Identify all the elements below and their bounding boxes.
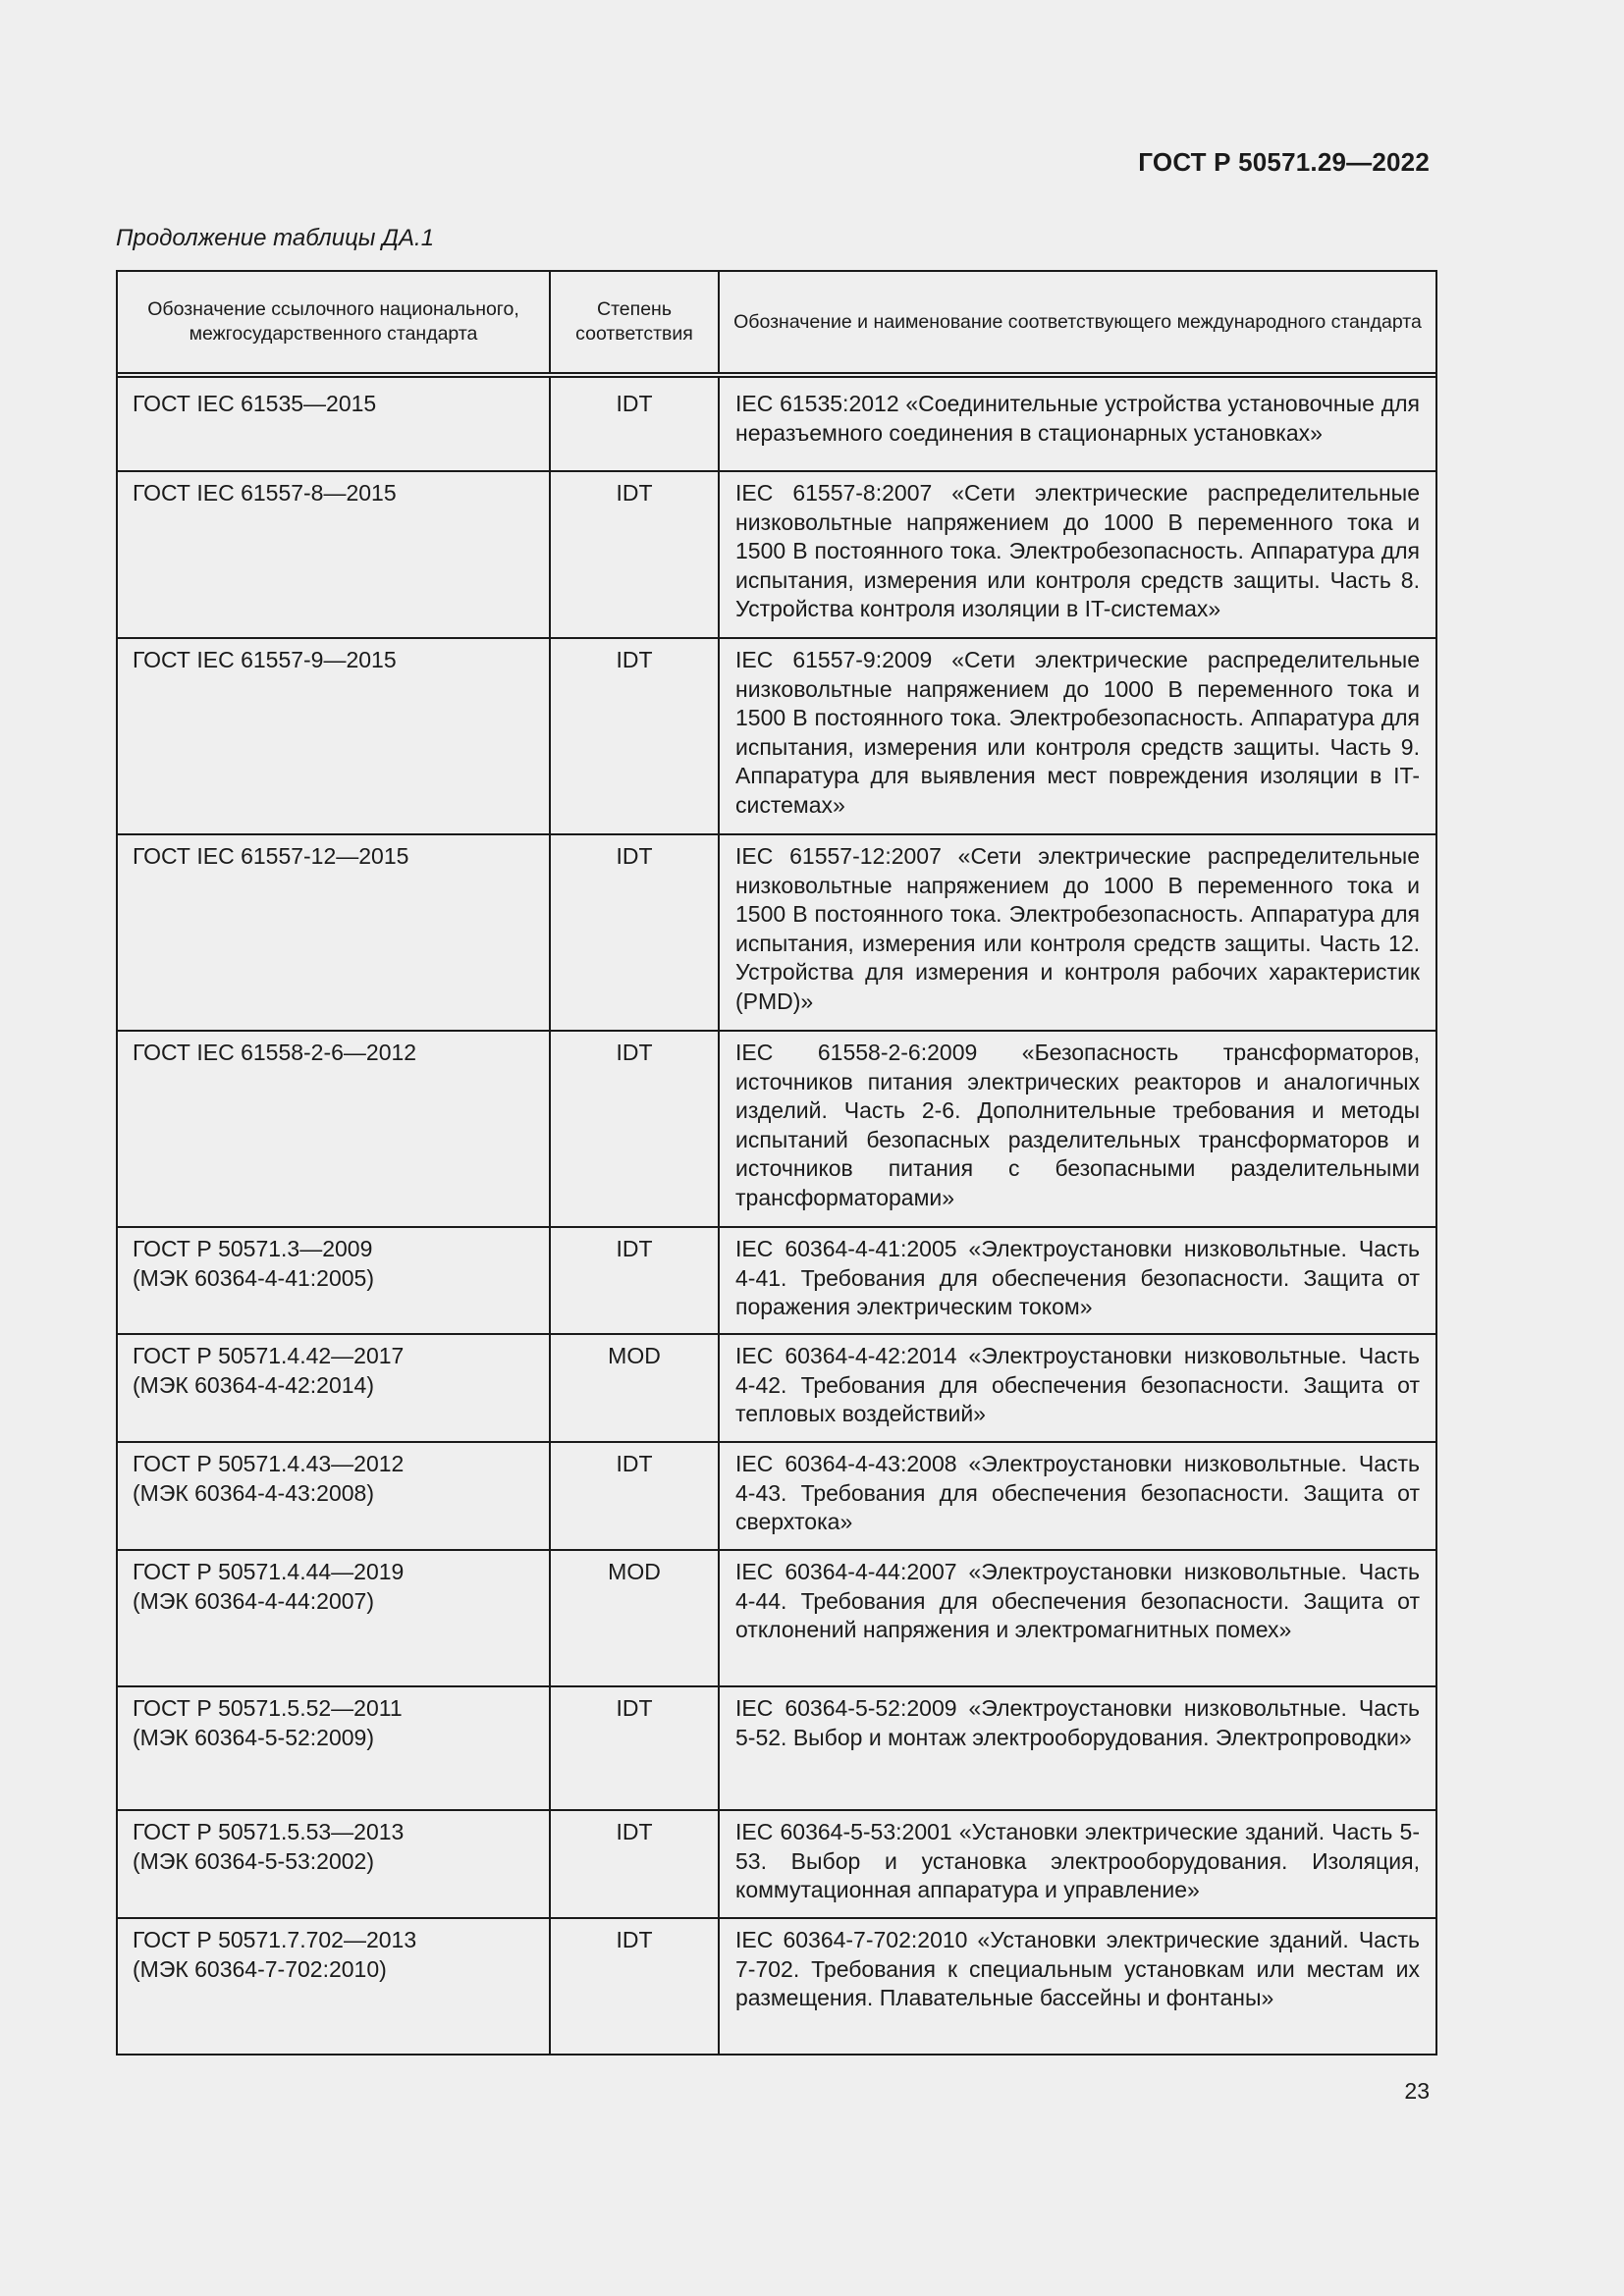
column-header-reference: Обозначение ссылочного национального, межгосударственного стандарта (118, 272, 550, 375)
reference-standard-cell (118, 638, 550, 834)
table-row (118, 471, 1435, 638)
reference-line: (МЭК 60364-4-41:2005) (133, 1264, 375, 1291)
degree-cell: IDT (550, 471, 719, 638)
reference-line: ГОСТ IEC 61557-8—2015 (133, 480, 397, 506)
degree-cell: MOD (550, 1334, 719, 1442)
degree-cell: IDT (550, 1810, 719, 1918)
degree-cell: IDT (550, 1031, 719, 1227)
international-standard-cell: IEC 60364-5-52:2009 «Электроустановки низковольтные. Часть 5-52. Выбор и монтаж электрооборудования. Электропроводки» (719, 1686, 1435, 1810)
column-header-international: Обозначение и наименование соответствующего международного стандарта (719, 272, 1435, 375)
reference-standard-cell (118, 1918, 550, 2054)
reference-line: (МЭК 60364-5-52:2009) (133, 1724, 375, 1750)
table-header-row (118, 272, 1435, 375)
degree-cell: IDT (550, 1918, 719, 2054)
reference-line: ГОСТ Р 50571.4.43—2012 (133, 1451, 405, 1476)
reference-standard-cell (118, 1550, 550, 1686)
international-standard-cell: IEC 61558-2-6:2009 «Безопасность трансформаторов, источников питания электрических реакторов и аналогичных изделий. Часть 2-6. Дополнительные требования и методы испытаний безопасных разделительных трансформаторов и источников питания с безопасными разделительными трансформаторами» (719, 1031, 1435, 1227)
international-standard-cell: IEC 61535:2012 «Соединительные устройства установочные для неразъемного соединения в стационарных установках» (735, 391, 1420, 446)
reference-line: ГОСТ IEC 61557-9—2015 (133, 647, 397, 672)
degree-cell: IDT (550, 1686, 719, 1810)
reference-line: (МЭК 60364-5-53:2002) (133, 1847, 375, 1874)
table-row (118, 375, 1435, 471)
table-row (118, 834, 1435, 1031)
international-standard-cell: IEC 60364-4-44:2007 «Электроустановки низковольтные. Часть 4-44. Требования для обеспечения безопасности. Защита от отклонений напряжения и электромагнитных помех» (719, 1550, 1435, 1686)
degree-cell: IDT (550, 1227, 719, 1334)
reference-standard-cell (118, 471, 550, 638)
reference-line: (МЭК 60364-4-42:2014) (133, 1371, 375, 1398)
reference-standard-cell (118, 1810, 550, 1918)
reference-line: ГОСТ Р 50571.4.44—2019 (133, 1559, 405, 1584)
table-row (118, 1442, 1435, 1550)
degree-cell: IDT (550, 1442, 719, 1550)
reference-line: ГОСТ IEC 61557-12—2015 (133, 843, 409, 869)
reference-standard-cell (118, 834, 550, 1031)
reference-line: (МЭК 60364-4-43:2008) (133, 1479, 375, 1506)
international-standard-cell: IEC 60364-4-42:2014 «Электроустановки низковольтные. Часть 4-42. Требования для обеспечения безопасности. Защита от тепловых воздействий» (719, 1334, 1435, 1442)
column-header-degree: Степень соответствия (550, 272, 719, 375)
reference-standard-cell (118, 1031, 550, 1227)
table-row (118, 1918, 1435, 2054)
reference-standard-cell (118, 1334, 550, 1442)
reference-line: ГОСТ Р 50571.5.53—2013 (133, 1819, 405, 1844)
reference-line: ГОСТ IEC 61558-2-6—2012 (133, 1040, 417, 1065)
page-number: 23 (1404, 2078, 1430, 2104)
international-standard-cell: IEC 60364-5-53:2001 «Установки электрические зданий. Часть 5-53. Выбор и установка электрооборудования. Изоляция, коммутационная аппаратура и управление» (719, 1810, 1435, 1918)
degree-cell: IDT (550, 638, 719, 834)
table-row (118, 1227, 1435, 1334)
international-standard-cell: IEC 60364-4-41:2005 «Электроустановки низковольтные. Часть 4-41. Требования для обеспечения безопасности. Защита от поражения электрическим током» (719, 1227, 1435, 1334)
table-row (118, 1334, 1435, 1442)
table-row (118, 1810, 1435, 1918)
international-standard-cell: IEC 61557-8:2007 «Сети электрические распределительные низковольтные напряжением до 1000 В переменного тока и 1500 В постоянного тока. Электробезопасность. Аппаратура для испытания, измерения или контроля средств защиты. Часть 8. Устройства контроля изоляции в IT-системах» (719, 471, 1435, 638)
table-row (118, 1031, 1435, 1227)
reference-standard-cell (118, 1442, 550, 1550)
reference-line: (МЭК 60364-7-702:2010) (133, 1955, 387, 1982)
standards-table (116, 270, 1437, 2056)
degree-cell: IDT (550, 834, 719, 1031)
reference-line: ГОСТ Р 50571.4.42—2017 (133, 1343, 405, 1368)
degree-cell: IDT (550, 375, 719, 471)
international-standard-cell: IEC 60364-7-702:2010 «Установки электрические зданий. Часть 7-702. Требования к специальным установкам или местам их размещения. Плавательные бассейны и фонтаны» (719, 1918, 1435, 2054)
international-standard-cell: IEC 60364-4-43:2008 «Электроустановки низковольтные. Часть 4-43. Требования для обеспечения безопасности. Защита от сверхтока» (719, 1442, 1435, 1550)
reference-line: ГОСТ Р 50571.5.52—2011 (133, 1695, 403, 1721)
table-row (118, 638, 1435, 834)
reference-standard-cell (118, 1686, 550, 1810)
reference-line: (МЭК 60364-4-44:2007) (133, 1587, 375, 1614)
reference-line: ГОСТ Р 50571.3—2009 (133, 1236, 373, 1261)
table-row (118, 1686, 1435, 1810)
table-row (118, 1550, 1435, 1686)
reference-line: ГОСТ IEC 61535—2015 (133, 391, 377, 416)
reference-line: ГОСТ Р 50571.7.702—2013 (133, 1927, 417, 1952)
reference-standard-cell (118, 375, 550, 471)
degree-cell: MOD (550, 1550, 719, 1686)
reference-standard-cell (118, 1227, 550, 1334)
document-code: ГОСТ Р 50571.29—2022 (1138, 147, 1430, 177)
international-standard-cell: IEC 61557-12:2007 «Сети электрические распределительные низковольтные напряжением до 1000 В переменного тока и 1500 В постоянного тока. Электробезопасность. Аппаратура для испытания, измерения или контроля средств защиты. Часть 12. Устройства для измерения и контроля рабочих характеристик (PMD)» (719, 834, 1435, 1031)
international-standard-cell: IEC 61557-9:2009 «Сети электрические распределительные низковольтные напряжением до 1000 В переменного тока и 1500 В постоянного тока. Электробезопасность. Аппаратура для испытания, измерения или контроля средств защиты. Часть 9. Аппаратура для выявления мест повреждения изоляции в IT-системах» (719, 638, 1435, 834)
table-caption: Продолжение таблицы ДА.1 (116, 225, 435, 251)
